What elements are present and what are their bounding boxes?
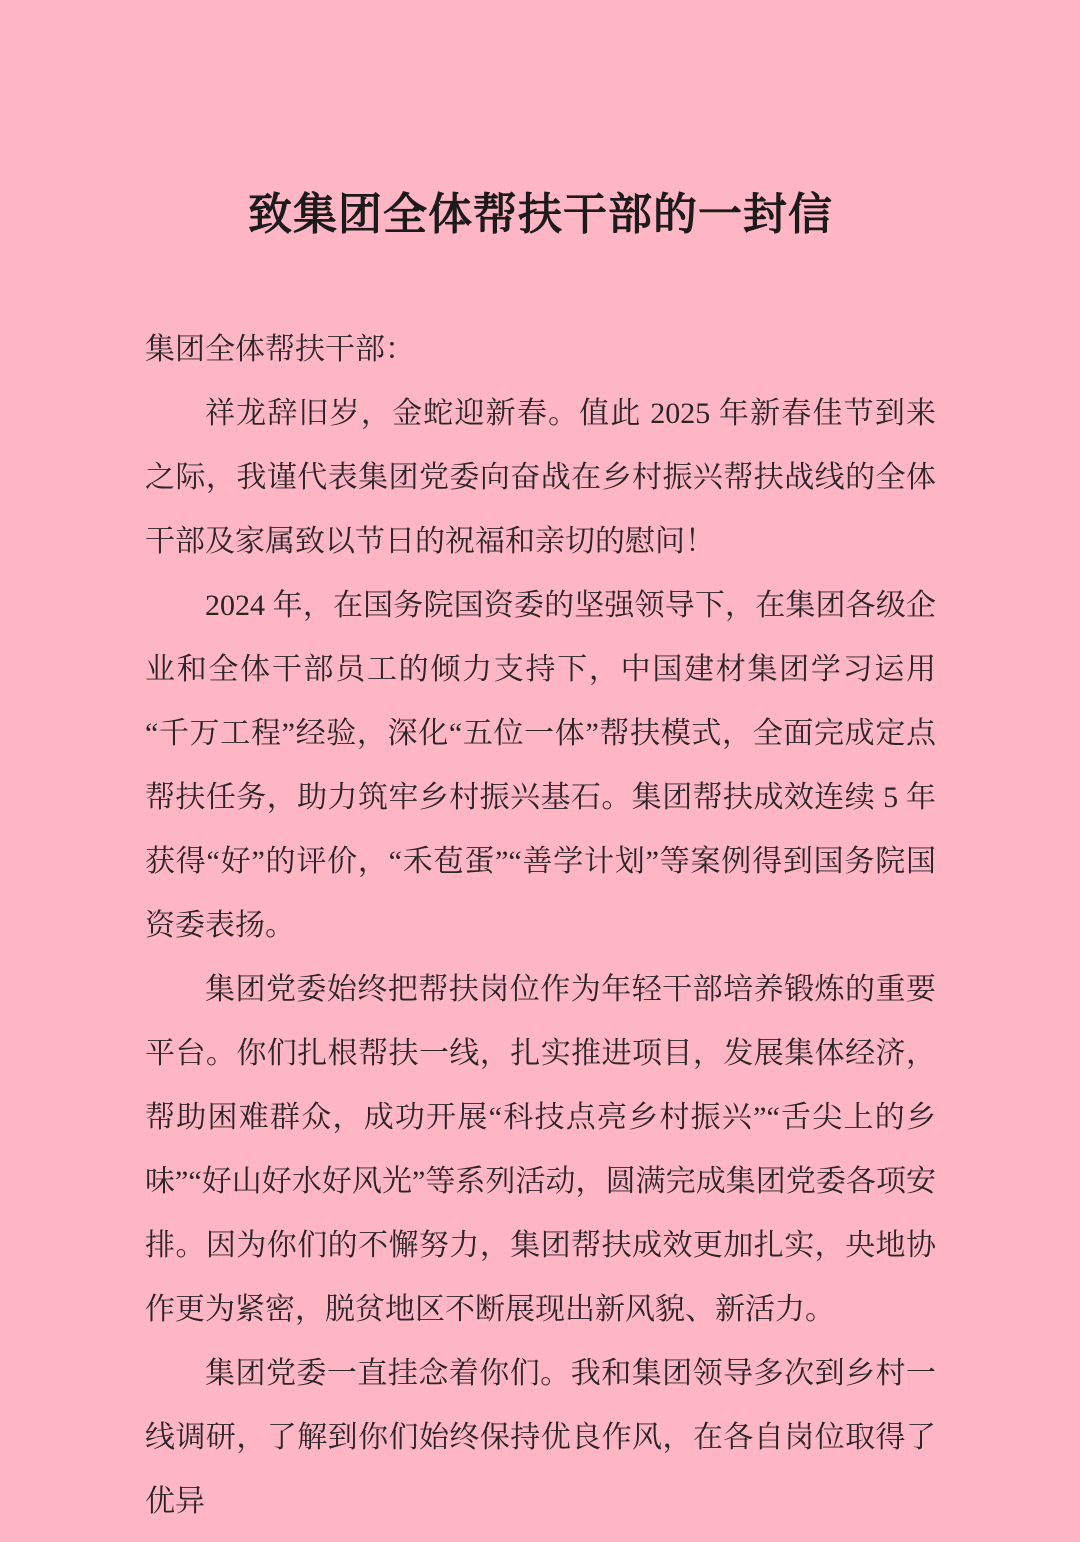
letter-body — [145, 318, 936, 1534]
letter-paragraph-2024-review: 2024 年，在国务院国资委的坚强领导下，在集团各级企业和全体干部员工的倾力支持下，中国建材集团学习运用“千万工程”经验，深化“五位一体”帮扶模式，全面完成定点帮扶任务，助力筑牢乡村振兴基石。集团帮扶成效连续 5 年获得“好”的评价，“禾苞蛋”“善学计划”等案例得到国务院国资委表扬。 — [145, 589, 936, 942]
letter-title: 致集团全体帮扶干部的一封信 — [248, 190, 833, 239]
letter-paragraph-cadre-praise: 集团党委始终把帮扶岗位作为年轻干部培养锻炼的重要平台。你们扎根帮扶一线，扎实推进项目，发展集体经济，帮助困难群众，成功开展“科技点亮乡村振兴”“舌尖上的乡味”“好山好水好风光”等系列活动，圆满完成集团党委各项安排。因为你们的不懈努力，集团帮扶成效更加扎实，央地协作更为紧密，脱贫地区不断展现出新风貌、新活力。 — [145, 973, 936, 1326]
letter-paragraph-party-committee-care: 集团党委一直挂念着你们。我和集团领导多次到乡村一线调研，了解到你们始终保持优良作风，在各自岗位取得了优异 — [145, 1357, 936, 1518]
letter-paragraph-greeting: 祥龙辞旧岁，金蛇迎新春。值此 2025 年新春佳节到来之际，我谨代表集团党委向奋战在乡村振兴帮扶战线的全体干部及家属致以节日的祝福和亲切的慰问！ — [145, 397, 936, 558]
letter-salutation: 集团全体帮扶干部： — [145, 333, 415, 366]
